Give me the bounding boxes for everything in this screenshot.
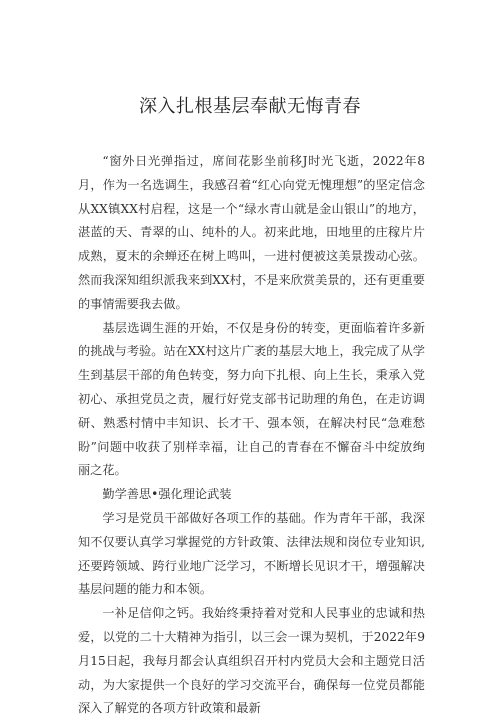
- paragraph-learning: 学习是党员干部做好各项工作的基础。作为青年干部，我深知不仅要认真学习掌握党的方针政策、法律法规和岗位专业知识,还要跨领域、跨行业地广泛学习，不断增长见识才干，增强解决基层问题的能力和本领。: [78, 510, 425, 597]
- paragraph-intro: “窗外日光弹指过，席间花影坐前移J时光飞逝，2022年8月，作为一名选调生，我感召着“红心向党无愧理想”的坚定信念从XX镇XX村启程，这是一个“绿水青山就是金山银山”的地方，湛蓝的天、青翠的山、纯朴的人。初来此地，田地里的庄稼片片成熟，夏末的余蝉还在树上鸣叫，一进村便被这美景拨动心弦。然而我深知组织派我来到XX村，不是来欣赏美景的，还有更重要的事情需要我去做。: [78, 154, 425, 311]
- document-title: 深入扎根基层奉献无悔青春: [139, 96, 361, 117]
- document-body: [78, 150, 425, 721]
- section-heading: 勤学善思•强化理论武装: [102, 487, 232, 502]
- paragraph-faith: 一补足信仰之钙。我始终秉持着对党和人民事业的忠诚和热爱，以党的二十大精神为指引，以三会一课为契机，于2022年9月15日起，我每月都会认真组织召开村内党员大会和主题党日活动，为大家提供一个良好的学习交流平台，确保每一位党员都能深入了解党的各项方针政策和最新: [78, 606, 425, 716]
- paragraph-career-start: 基层选调生涯的开始，不仅是身份的转变，更面临着许多新的挑战与考验。站在XX村这片广袤的基层大地上，我完成了从学生到基层干部的角色转变，努力向下扎根、向上生长，秉承入党初心、承担党员之责，履行好党支部书记助理的角色，在走访调研、熟悉村情中丰知识、长才干、强本领，在解决村民“急难愁盼”问题中收获了别样幸福，让自己的青春在不懈奋斗中绽放绚丽之花。: [78, 320, 425, 478]
